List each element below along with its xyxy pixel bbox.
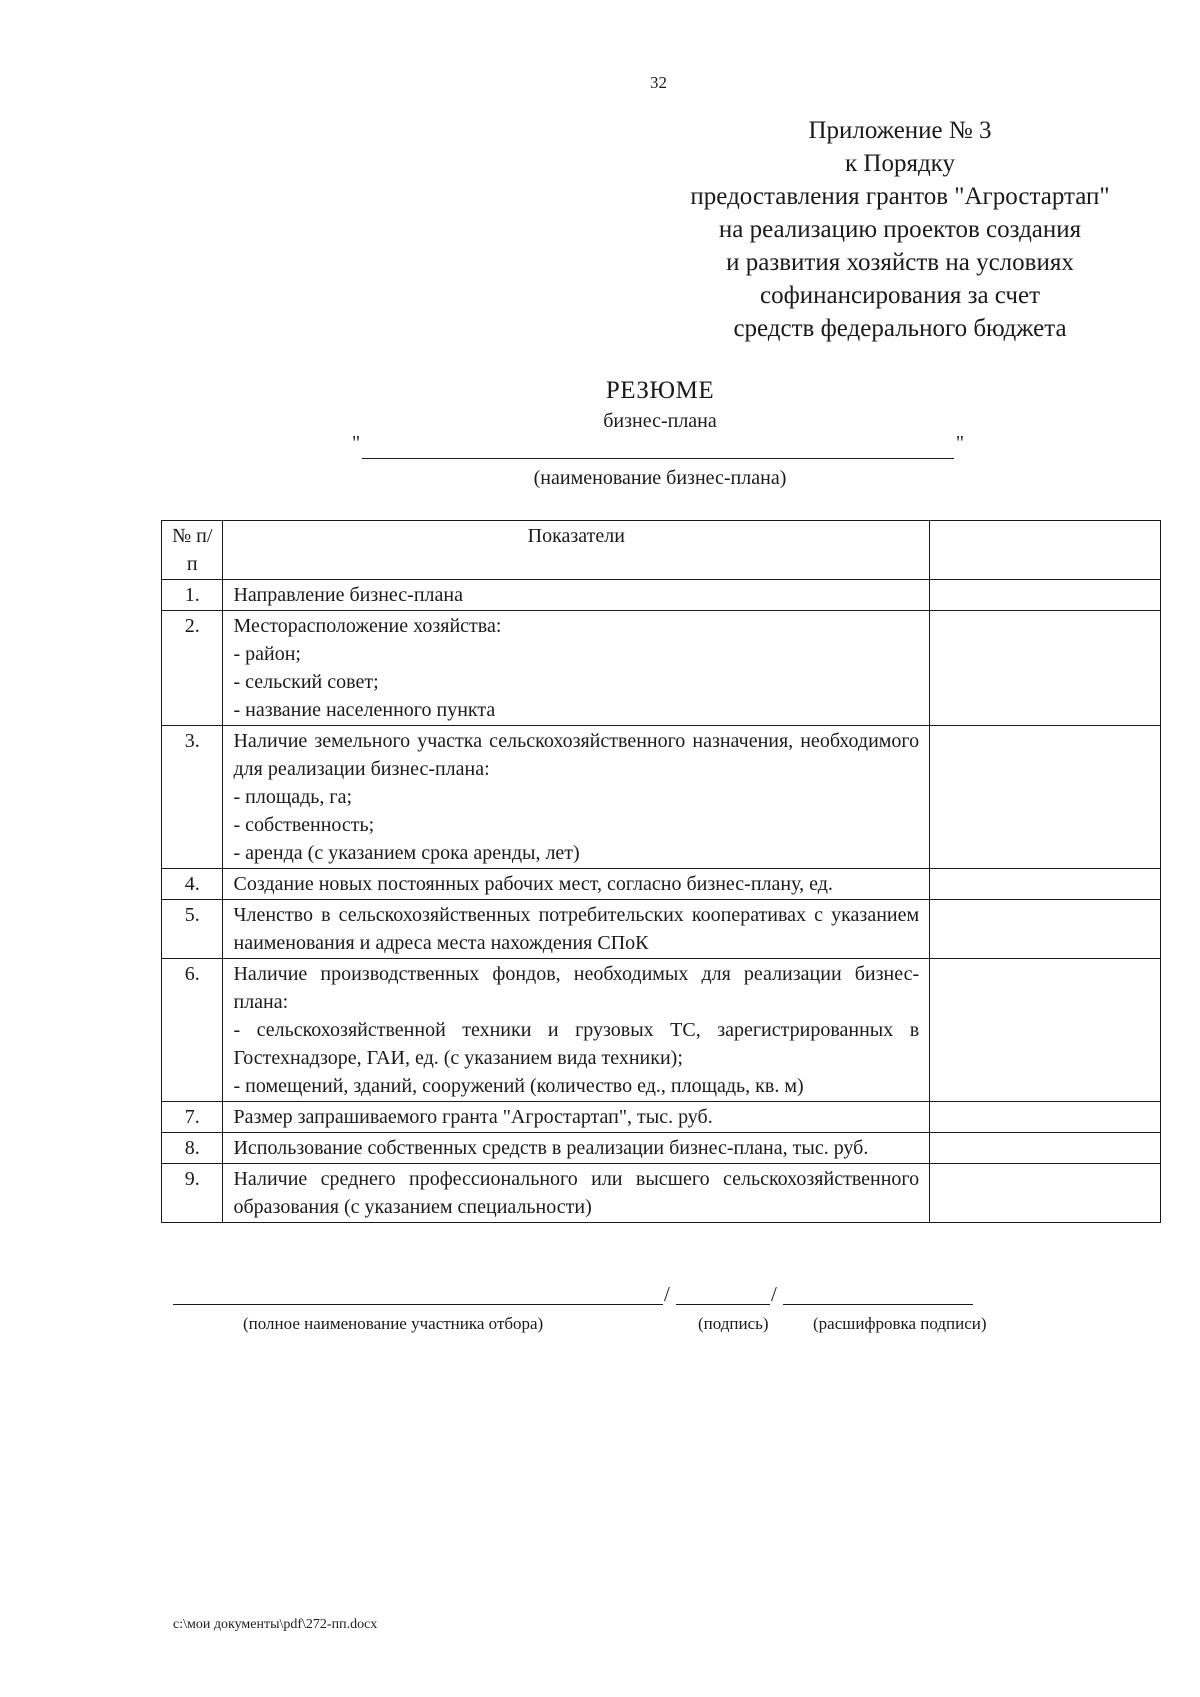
table-row — [162, 959, 1161, 1102]
table-row — [162, 611, 1161, 726]
appendix-line: Приложение № 3 — [808, 117, 992, 144]
table-row — [162, 1164, 1161, 1223]
indicator-line: - собственность; — [233, 814, 375, 836]
indicator-line: - район; — [233, 643, 301, 665]
plan-name-caption: (наименование бизнес-плана) — [533, 467, 787, 489]
indicator-line: Наличие производственных фондов, необходимых для реализации бизнес-плана: — [233, 963, 920, 1013]
row-value-cell[interactable] — [930, 869, 1161, 900]
signature-slash: / — [771, 1282, 777, 1306]
table-row — [162, 1102, 1161, 1133]
indicator-line: Наличие среднего профессионального или высшего сельскохозяйственного образования (с указанием специальности) — [233, 1168, 920, 1218]
decoding-caption: (расшифровка подписи) — [813, 1314, 987, 1333]
indicator-line: Использование собственных средств в реализации бизнес-плана, тыс. руб. — [233, 1137, 869, 1159]
table-row — [162, 580, 1161, 611]
appendix-line: софинансирования за счет — [760, 282, 1040, 309]
row-number: 8. — [162, 1133, 223, 1164]
row-indicator — [223, 1102, 930, 1133]
row-indicator — [223, 611, 930, 726]
row-indicator — [223, 580, 930, 611]
resume-table — [161, 520, 1161, 1223]
indicator-line: - помещений, зданий, сооружений (количество ед., площадь, кв. м) — [233, 1075, 804, 1097]
indicator-line: - аренда (с указанием срока аренды, лет) — [233, 842, 580, 864]
row-indicator — [223, 1164, 930, 1223]
document-title: РЕЗЮМЕ — [605, 377, 715, 404]
row-indicator — [223, 1133, 930, 1164]
header-indicators: Показатели — [223, 521, 930, 580]
table-row — [162, 726, 1161, 869]
header-value — [930, 521, 1161, 580]
signature-slash: / — [664, 1282, 670, 1306]
row-value-cell[interactable] — [930, 580, 1161, 611]
row-indicator — [223, 959, 930, 1102]
signature-line — [676, 1304, 770, 1305]
appendix-line: на реализацию проектов создания — [718, 216, 1082, 243]
table-row — [162, 869, 1161, 900]
open-quote: " — [352, 432, 361, 454]
indicator-line: Создание новых постоянных рабочих мест, согласно бизнес-плану, ед. — [233, 873, 833, 895]
indicator-line: Членство в сельскохозяйственных потребительских кооперативах с указанием наименования и адреса места нахождения СПоК — [233, 904, 920, 954]
indicator-line: - сельскохозяйственной техники и грузовых ТС, зарегистрированных в Гостехнадзоре, ГАИ, ед. (с указанием вида техники); — [233, 1019, 920, 1069]
indicator-line: Наличие земельного участка сельскохозяйственного назначения, необходимого для реализации бизнес-плана: — [233, 730, 920, 780]
row-value-cell[interactable] — [930, 1102, 1161, 1133]
header-num: № п/п — [162, 521, 223, 580]
signature-block — [173, 1282, 1003, 1342]
row-number: 2. — [162, 611, 223, 726]
row-value-cell[interactable] — [930, 611, 1161, 726]
participant-caption: (полное наименование участника отбора) — [243, 1314, 544, 1333]
plan-name-blank — [352, 432, 964, 462]
row-value-cell[interactable] — [930, 959, 1161, 1102]
table-header-row — [162, 521, 1161, 580]
indicator-line: Размер запрашиваемого гранта "Агростартап", тыс. руб. — [233, 1106, 713, 1128]
signature-caption: (подпись) — [698, 1314, 769, 1333]
plan-name-underline — [362, 458, 954, 459]
row-value-cell[interactable] — [930, 900, 1161, 959]
row-number: 1. — [162, 580, 223, 611]
row-number: 7. — [162, 1102, 223, 1133]
indicator-line: Направление бизнес-плана — [233, 584, 463, 606]
decoding-line — [783, 1304, 973, 1305]
table-row — [162, 1133, 1161, 1164]
close-quote: " — [955, 432, 964, 454]
participant-name-line — [173, 1304, 663, 1305]
page-number: 32 — [650, 73, 667, 92]
row-number: 3. — [162, 726, 223, 869]
indicator-line: Месторасположение хозяйства: — [233, 615, 502, 637]
row-indicator — [223, 900, 930, 959]
indicator-line: - площадь, га; — [233, 786, 353, 808]
row-value-cell[interactable] — [930, 726, 1161, 869]
indicator-line: - сельский совет; — [233, 671, 379, 693]
appendix-line: и развития хозяйств на условиях — [726, 249, 1074, 276]
appendix-line: к Порядку — [845, 150, 955, 177]
table-row — [162, 900, 1161, 959]
row-number: 9. — [162, 1164, 223, 1223]
row-value-cell[interactable] — [930, 1164, 1161, 1223]
appendix-line: предоставления грантов "Агростартап" — [690, 183, 1110, 210]
indicator-line: - название населенного пункта — [233, 699, 496, 721]
row-number: 6. — [162, 959, 223, 1102]
row-number: 4. — [162, 869, 223, 900]
appendix-header — [640, 114, 1160, 345]
footer-file-path: c:\мои документы\pdf\272-пп.docx — [173, 1617, 378, 1632]
row-value-cell[interactable] — [930, 1133, 1161, 1164]
row-number: 5. — [162, 900, 223, 959]
document-subtitle: бизнес-плана — [603, 410, 717, 432]
row-indicator — [223, 726, 930, 869]
appendix-line: средств федерального бюджета — [733, 315, 1067, 342]
row-indicator — [223, 869, 930, 900]
